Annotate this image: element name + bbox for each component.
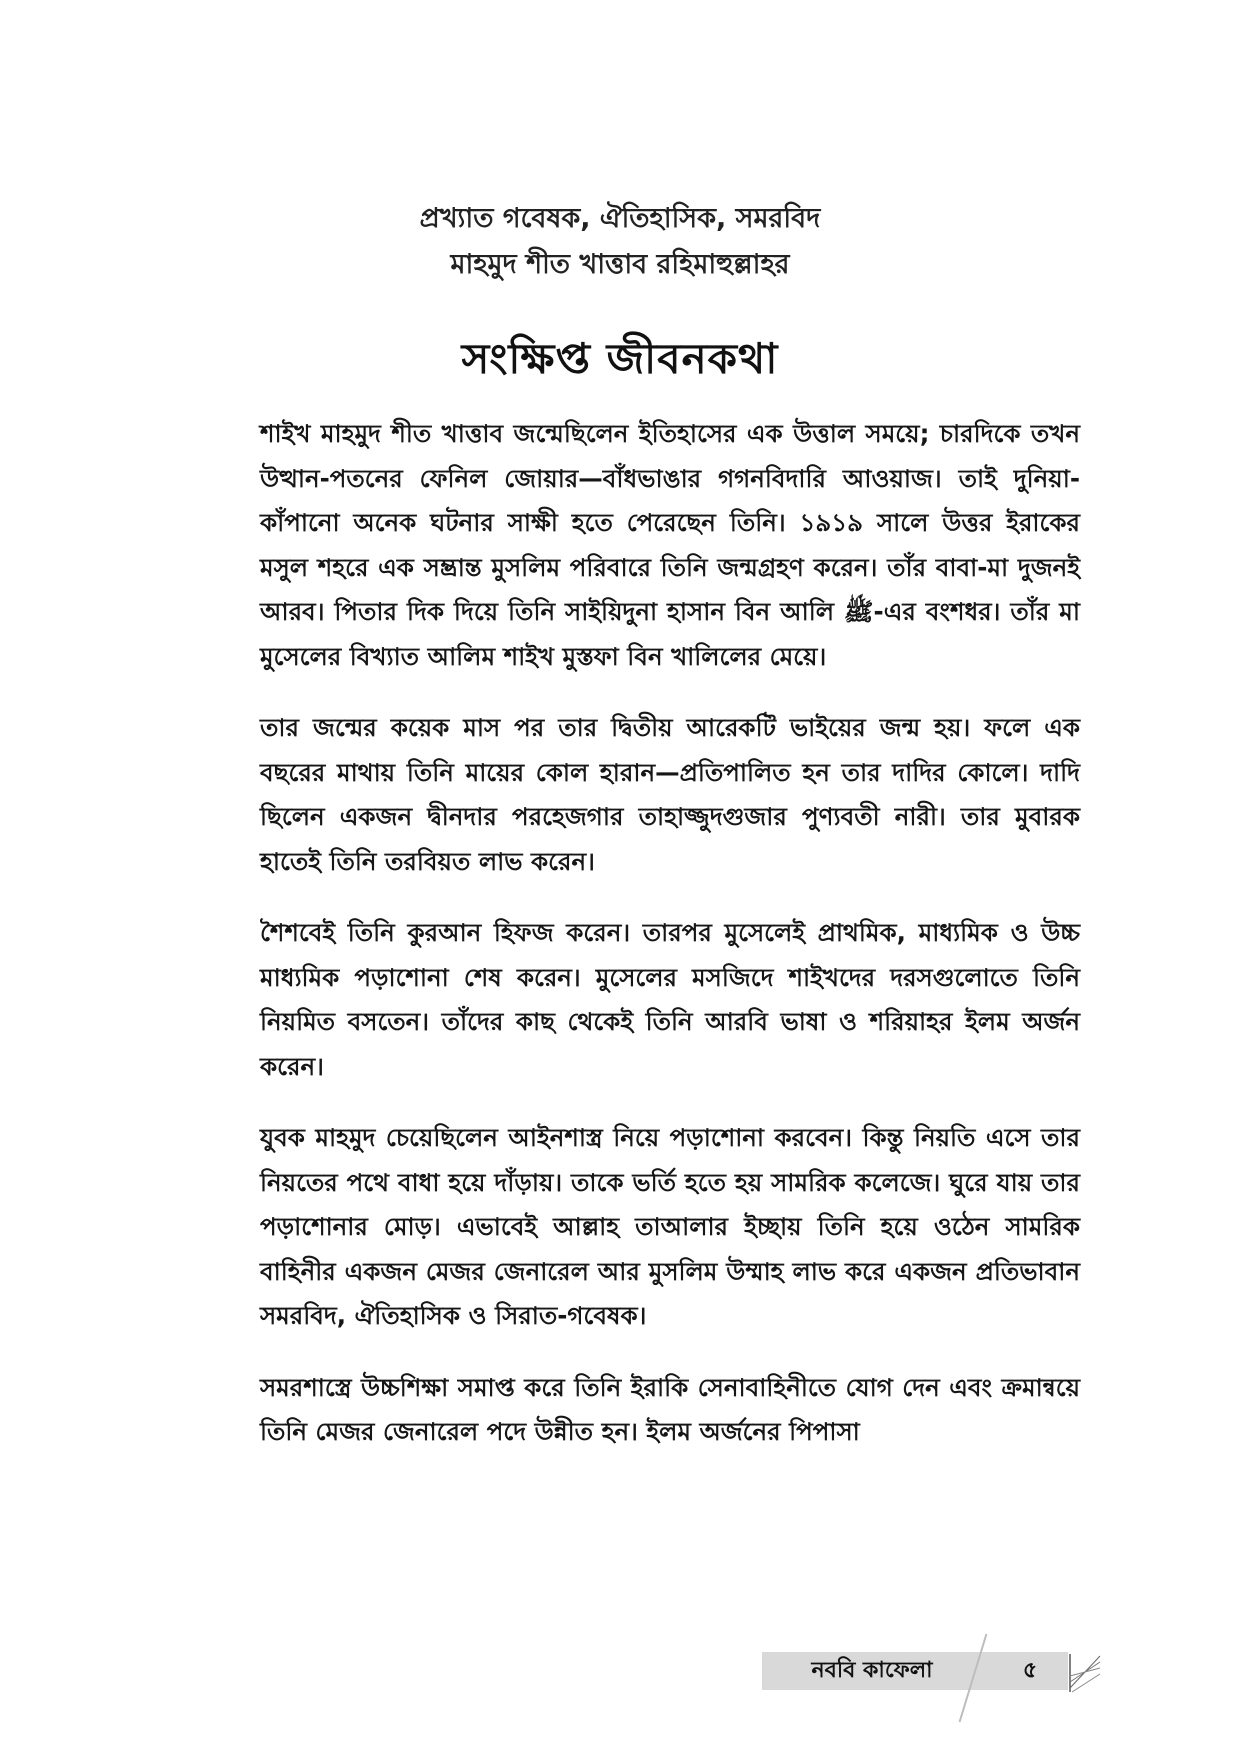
page-footer [762,1648,1102,1696]
chapter-title: সংক্ষিপ্ত জীবনকথা [461,334,779,383]
paragraph-1: শাইখ মাহমুদ শীত খাত্তাব জন্মেছিলেন ইতিহাসের এক উত্তাল সময়ে; চারদিকে তখন উত্থান-পতনের ফেনিল জোয়ার—বাঁধভাঙার গগনবিদারি আওয়াজ। তাই দুনিয়া-কাঁপানো অনেক ঘটনার সাক্ষী হতে পেরেছেন তিনি। ১৯১৯ সালে উত্তর ইরাকের মসুল শহরে এক সম্ভ্রান্ত মুসলিম পরিবারে তিনি জন্মগ্রহণ করেন। তাঁর বাবা-মা দুজনই আরব। পিতার দিক দিয়ে তিনি সাইয়িদুনা হাসান বিন আলি ﷺ-এর বংশধর। তাঁর মা মুসেলের বিখ্যাত আলিম শাইখ মুস্তফা বিন খালিলের মেয়ে। [260,419,1080,671]
paragraph-2: তার জন্মের কয়েক মাস পর তার দ্বিতীয় আরেকটি ভাইয়ের জন্ম হয়। ফলে এক বছরের মাথায় তিনি মায়ের কোল হারান—প্রতিপালিত হন তার দাদির কোলে। দাদি ছিলেন একজন দ্বীনদার পরহেজগার তাহাজ্জুদগুজার পুণ্যবতী নারী। তার মুবারক হাতেই তিনি তরবিয়ত লাভ করেন। [260,713,1080,876]
paragraph-3: শৈশবেই তিনি কুরআন হিফজ করেন। তারপর মুসেলেই প্রাথমিক, মাধ্যমিক ও উচ্চ মাধ্যমিক পড়াশোনা শেষ করেন। মুসেলের মসজিদে শাইখদের দরসগুলোতে তিনি নিয়মিত বসতেন। তাঁদের কাছ থেকেই তিনি আরবি ভাষা ও শরিয়াহর ইলম অর্জন করেন। [260,918,1080,1081]
footer-book-title: নববি কাফেলা [811,1658,933,1683]
body-text [260,412,1080,1482]
paragraph-4: যুবক মাহমুদ চেয়েছিলেন আইনশাস্ত্র নিয়ে পড়াশোনা করবেন। কিন্তু নিয়তি এসে তার নিয়তের পথে বাধা হয়ে দাঁড়ায়। তাকে ভর্তি হতে হয় সামরিক কলেজে। ঘুরে যায় তার পড়াশোনার মোড়। এভাবেই আল্লাহ তাআলার ইচ্ছায় তিনি হয়ে ওঠেন সামরিক বাহিনীর একজন মেজর জেনারেল আর মুসলিম উম্মাহ লাভ করে একজন প্রতিভাবান সমরবিদ, ঐতিহাসিক ও সিরাত-গবেষক। [260,1123,1080,1330]
page-number: ৫ [1022,1658,1038,1683]
decorative-lines-icon [1068,1648,1102,1696]
paragraph-5: সমরশাস্ত্রে উচ্চশিক্ষা সমাপ্ত করে তিনি ইরাকি সেনাবাহিনীতে যোগ দেন এবং ক্রমান্বয়ে তিনি মেজর জেনারেল পদে উন্নীত হন। ইলম অর্জনের পিপাসা [260,1372,1080,1446]
header-subtitle-line-1: প্রখ্যাত গবেষক, ঐতিহাসিক, সমরবিদ [419,203,821,234]
header-subtitle-line-2: মাহমুদ শীত খাত্তাব রহিমাহুল্লাহর [450,249,790,280]
page-header [0,196,1240,288]
